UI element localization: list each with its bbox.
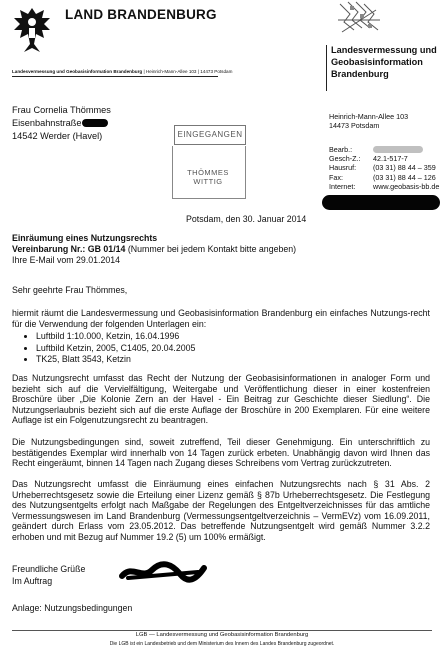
return-address-line	[12, 69, 232, 75]
recipient-street: Eisenbahnstraße	[12, 118, 82, 128]
agency-name	[331, 44, 437, 81]
stamp-name-1: THÖMMES	[187, 168, 229, 177]
redaction-street-number	[82, 119, 108, 127]
field-fax	[329, 173, 439, 182]
subject-email-reference: Ihre E-Mail vom 29.01.2014	[12, 255, 121, 265]
brandenburg-eagle-logo	[10, 4, 54, 56]
field-hausruf-value: (03 31) 88 44 – 359	[373, 163, 436, 173]
redaction-email	[322, 195, 440, 210]
sender-address	[329, 112, 408, 130]
closing-im-auftrag: Im Auftrag	[12, 576, 53, 586]
field-gesch-z-label: Gesch-Z.:	[329, 154, 361, 164]
footer-rule	[12, 630, 432, 631]
received-stamp	[174, 125, 246, 145]
date-line: Potsdam, den 30. Januar 2014	[186, 214, 307, 224]
sender-street: Heinrich-Mann-Allee 103	[329, 112, 409, 121]
return-address-rest: | Heinrich-Mann-Allee 103 | 14473 Potsdam	[142, 69, 233, 74]
paragraph-conditions: Die Nutzungsbedingungen sind, soweit zutreffend, Teil dieser Genehmigung. Ein unterschriftlich zu bestätigendes Exemplar wird innerhalb von 14 Tagen zurück erbeten. Unabhängig davon wird Ihnen das Recht eingeräumt, binnen 14 Tagen nach Zugang dieses Schreibens vom Vertrag zurückzutreten.	[12, 437, 430, 469]
agency-name-line-3: Brandenburg	[331, 69, 389, 80]
agency-name-line-2: Geobasisinformation	[331, 57, 423, 68]
field-gesch-z-value: 42.1-517-7	[373, 154, 408, 164]
redaction-clerk-name	[373, 146, 423, 153]
document-list	[12, 331, 312, 365]
field-fax-value: (03 31) 88 44 – 126	[373, 172, 436, 182]
field-bearb-label: Bearb.:	[329, 145, 353, 154]
field-gesch-z	[329, 154, 439, 163]
stamp-names	[172, 169, 244, 186]
enclosure: Anlage: Nutzungsbedingungen	[12, 603, 133, 613]
salutation: Sehr geehrte Frau Thömmes,	[12, 285, 128, 295]
received-stamp-text: EINGEGANGEN	[177, 130, 243, 139]
closing-block	[12, 563, 85, 587]
subject-title: Einräumung eines Nutzungsrechts	[12, 233, 158, 243]
sender-city: 14473 Potsdam	[329, 121, 380, 131]
field-hausruf	[329, 163, 439, 172]
list-item-3: • TK25, Blatt 3543, Ketzin	[36, 354, 312, 365]
field-internet-label: Internet:	[329, 181, 356, 191]
return-address-rule	[12, 76, 218, 77]
field-internet-value[interactable]: www.geobasis-bb.de	[373, 181, 440, 191]
footer-line-1: LGB — Landesvermessung und Geobasisinformation Brandenburg	[135, 632, 309, 638]
field-bearb	[329, 145, 439, 154]
return-address-agency: Landesvermessung und Geobasisinformation Brandenburg	[12, 69, 143, 74]
agency-name-line-1: Landesvermessung und	[331, 45, 437, 55]
recipient-name: Frau Cornelia Thömmes	[12, 105, 111, 115]
list-item-1: • Luftbild 1:10.000, Ketzin, 16.04.1996	[36, 331, 312, 342]
footer-line-2: Die LGB ist ein Landesbetrieb und dem Ministerium des Innern des Landes Brandenburg zugeordnet.	[109, 641, 335, 647]
closing-greeting: Freundliche Grüße	[12, 564, 86, 574]
sender-contact-fields	[329, 145, 439, 191]
field-fax-label: Fax:	[329, 172, 343, 182]
subject-block	[12, 233, 296, 266]
state-name: LAND BRANDENBURG	[65, 7, 217, 22]
signature-redacted	[118, 560, 208, 584]
recipient-city: 14542 Werder (Havel)	[12, 131, 103, 141]
subject-reference-note: (Nummer bei jedem Kontakt bitte angeben)	[125, 244, 297, 254]
lgb-logo	[330, 0, 390, 40]
stamp-name-2: WITTIG	[193, 176, 223, 186]
subject-reference: Vereinbarung Nr.: GB 01/14	[12, 244, 126, 254]
recipient-block	[12, 104, 111, 143]
paragraph-fees: Das Nutzungsrecht umfasst die Einräumung eines einfachen Nutzungsrechts nach § 31 Abs. 2 Urheberrechtsgesetz sowie die Erteilung einer Lizenz gemäß § 87b Urheberrechtsgesetz. Die Festlegung des Nutzungsentgelts erfolgt nach Maßgabe der Regelungen des Entgeltverzeichnisses für das amtliche Vermessungswesen im Land Brandenburg (Vermessungsentgeltverzeichnis – VermEVz) vom 16.09.2011, geändert durch Erlass vom 23.05.2012. Das betreffende Nutzungsentgelt wird gemäß Nummer 3.2.2 erhoben und mit Bezug auf Nummer 19.2 (5) um 100% ermäßigt.	[12, 479, 430, 542]
list-item-2: • Luftbild Ketzin, 2005, C1405, 20.04.2005	[36, 343, 312, 354]
field-internet	[329, 182, 439, 191]
paragraph-usage-rights: Das Nutzungsrecht umfasst das Recht der Nutzung der Geobasisinformationen in analoger Form und bezieht sich auf die Vervielfältigung, Weitergabe und Veröffentlichung dieser in einer kostenfreien Broschüre über „Die Kolonie Zern an der Havel - Ein Beitrag zur Geschichte dieser Siedlung“. Die Nutzungserlaubnis bezieht sich auf die erste Auflage der Broschüre in 200 Exemplaren. Für eine weitere Auflage ist ein Folgenutzungsrecht zu beantragen.	[12, 373, 430, 426]
field-hausruf-label: Hausruf:	[329, 163, 357, 173]
intro-paragraph: hiermit räumt die Landesvermessung und Geobasisinformation Brandenburg ein einfaches Nutzungs-recht für die Verwendung der folgenden Unterlagen ein:	[12, 308, 430, 329]
